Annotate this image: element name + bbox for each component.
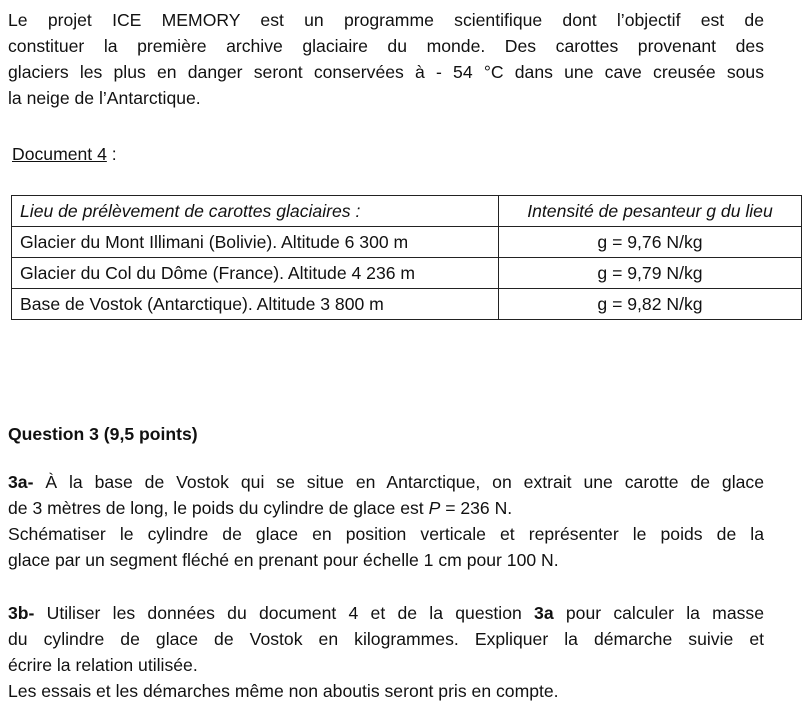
table-cell-location: Glacier du Col du Dôme (France). Altitude 4 236 m xyxy=(12,258,499,289)
table-row xyxy=(12,289,802,320)
q3a-line: Schématiser le cylindre de glace en position verticale et représenter le poids de la xyxy=(8,524,764,544)
intro-line: Le projet ICE MEMORY est un programme scientifique dont l’objectif est de xyxy=(8,10,764,30)
document-label: Document 4 xyxy=(12,144,107,164)
table-row xyxy=(12,258,802,289)
q3b-reference: 3a xyxy=(534,603,554,623)
q3b-line: du cylindre de glace de Vostok en kilogrammes. Expliquer la démarche suivie et xyxy=(8,629,764,649)
question-title: Question 3 (9,5 points) xyxy=(8,424,198,444)
q3b-line: 3b- Utiliser les données du document 4 et de la question 3a pour calculer la masse xyxy=(8,603,764,623)
table-row xyxy=(12,227,802,258)
intro-line: la neige de l’Antarctique. xyxy=(8,88,201,108)
table-header-location: Lieu de prélèvement de carottes glaciaires : xyxy=(12,196,499,227)
question-3a xyxy=(8,469,764,573)
q3b-label: 3b- xyxy=(8,603,35,623)
q3a-line: 3a- À la base de Vostok qui se situe en Antarctique, on extrait une carotte de glace xyxy=(8,472,764,492)
q3b-line: Les essais et les démarches même non aboutis seront pris en compte. xyxy=(8,681,559,701)
table-cell-gravity: g = 9,76 N/kg xyxy=(499,227,802,258)
table-cell-location: Base de Vostok (Antarctique). Altitude 3 800 m xyxy=(12,289,499,320)
weight-variable: P xyxy=(428,498,441,518)
intro-line: constituer la première archive glaciaire du monde. Des carottes provenant des xyxy=(8,36,764,56)
q3a-line: glace par un segment fléché en prenant pour échelle 1 cm pour 100 N. xyxy=(8,550,559,570)
q3b-line: écrire la relation utilisée. xyxy=(8,655,198,675)
question-3b xyxy=(8,600,764,704)
table-cell-gravity: g = 9,79 N/kg xyxy=(499,258,802,289)
document-label-suffix: : xyxy=(106,144,117,164)
intro-line: glaciers les plus en danger seront conservées à - 54 °C dans une cave creusée sous xyxy=(8,62,764,82)
q3a-line: de 3 mètres de long, le poids du cylindre de glace est P = 236 N. xyxy=(8,498,513,518)
table-header-row xyxy=(12,196,802,227)
document-heading xyxy=(12,141,768,167)
gravity-table xyxy=(11,195,802,320)
table-header-gravity: Intensité de pesanteur g du lieu xyxy=(499,196,802,227)
intro-paragraph xyxy=(8,7,764,111)
table-cell-gravity: g = 9,82 N/kg xyxy=(499,289,802,320)
table-cell-location: Glacier du Mont Illimani (Bolivie). Altitude 6 300 m xyxy=(12,227,499,258)
q3a-label: 3a- xyxy=(8,472,34,492)
